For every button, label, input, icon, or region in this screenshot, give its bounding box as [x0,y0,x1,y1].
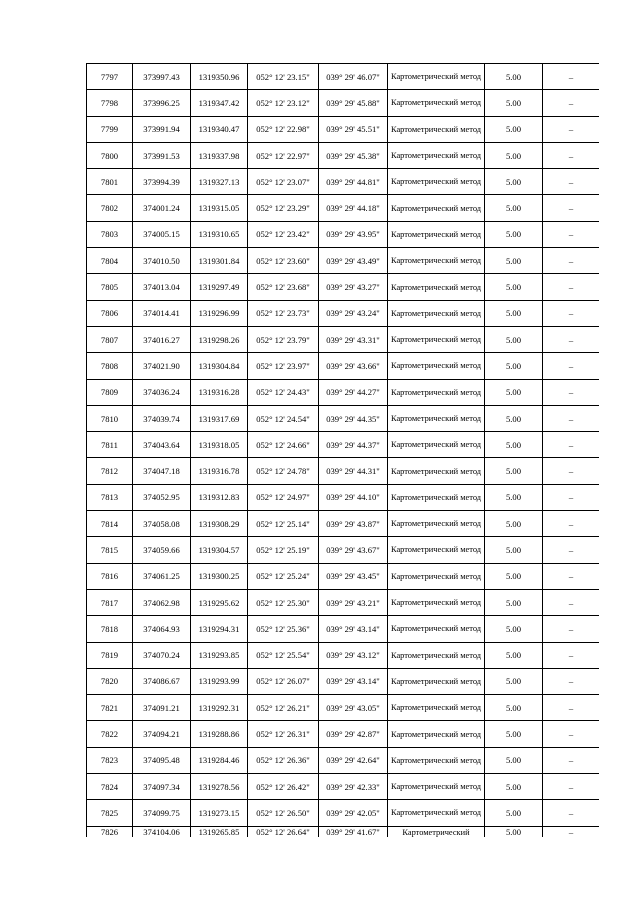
latitude-cell: 052° 12' 25.36" [248,616,319,642]
y-coordinate-cell: 1319293.85 [191,642,248,668]
point-number-cell: 7807 [87,326,133,352]
method-cell: Картометрический метод [388,274,485,300]
x-coordinate-cell: 374005.15 [133,221,191,247]
note-cell: – [543,484,600,510]
accuracy-cell: 5.00 [485,826,543,837]
y-coordinate-cell: 1319296.99 [191,300,248,326]
y-coordinate-cell: 1319327.13 [191,169,248,195]
latitude-cell: 052° 12' 23.29" [248,195,319,221]
y-coordinate-cell: 1319284.46 [191,747,248,773]
note-cell: – [543,721,600,747]
table-row [87,353,600,379]
longitude-cell: 039° 29' 44.35" [319,405,388,431]
method-cell: Картометрический метод [388,379,485,405]
y-coordinate-cell: 1319340.47 [191,116,248,142]
longitude-cell: 039° 29' 43.95" [319,221,388,247]
table-row [87,537,600,563]
latitude-cell: 052° 12' 26.64" [248,826,319,837]
accuracy-cell: 5.00 [485,90,543,116]
note-cell: – [543,353,600,379]
x-coordinate-cell: 374059.66 [133,537,191,563]
accuracy-cell: 5.00 [485,668,543,694]
y-coordinate-cell: 1319316.78 [191,458,248,484]
point-number-cell: 7818 [87,616,133,642]
longitude-cell: 039° 29' 43.14" [319,668,388,694]
latitude-cell: 052° 12' 24.66" [248,432,319,458]
latitude-cell: 052° 12' 23.73" [248,300,319,326]
method-cell: Картометрический метод [388,484,485,510]
note-cell: – [543,589,600,615]
latitude-cell: 052° 12' 24.54" [248,405,319,431]
longitude-cell: 039° 29' 43.49" [319,248,388,274]
note-cell: – [543,458,600,484]
point-number-cell: 7800 [87,142,133,168]
table-row [87,747,600,773]
note-cell: – [543,800,600,826]
method-cell: Картометрический метод [388,432,485,458]
x-coordinate-cell: 374047.18 [133,458,191,484]
latitude-cell: 052° 12' 26.07" [248,668,319,694]
point-number-cell: 7806 [87,300,133,326]
latitude-cell: 052° 12' 26.42" [248,774,319,800]
method-cell: Картометрический метод [388,405,485,431]
table-row [87,379,600,405]
method-cell: Картометрический метод [388,116,485,142]
y-coordinate-cell: 1319295.62 [191,589,248,615]
accuracy-cell: 5.00 [485,300,543,326]
note-cell: – [543,221,600,247]
table-row [87,432,600,458]
accuracy-cell: 5.00 [485,142,543,168]
point-number-cell: 7802 [87,195,133,221]
method-cell: Картометрический метод [388,721,485,747]
y-coordinate-cell: 1319300.25 [191,563,248,589]
latitude-cell: 052° 12' 23.97" [248,353,319,379]
note-cell: – [543,563,600,589]
point-number-cell: 7798 [87,90,133,116]
longitude-cell: 039° 29' 43.21" [319,589,388,615]
y-coordinate-cell: 1319304.57 [191,537,248,563]
longitude-cell: 039° 29' 43.45" [319,563,388,589]
accuracy-cell: 5.00 [485,484,543,510]
accuracy-cell: 5.00 [485,353,543,379]
x-coordinate-cell: 374062.98 [133,589,191,615]
method-cell: Картометрический метод [388,642,485,668]
longitude-cell: 039° 29' 44.18" [319,195,388,221]
method-cell: Картометрический метод [388,695,485,721]
table-row [87,721,600,747]
table-row [87,64,600,90]
y-coordinate-cell: 1319316.28 [191,379,248,405]
y-coordinate-cell: 1319293.99 [191,668,248,694]
x-coordinate-cell: 374016.27 [133,326,191,352]
longitude-cell: 039° 29' 43.31" [319,326,388,352]
longitude-cell: 039° 29' 42.33" [319,774,388,800]
accuracy-cell: 5.00 [485,774,543,800]
point-number-cell: 7809 [87,379,133,405]
table-row [87,405,600,431]
method-cell: Картометрический метод [388,537,485,563]
latitude-cell: 052° 12' 23.15" [248,64,319,90]
table-row [87,142,600,168]
method-cell: Картометрический метод [388,353,485,379]
x-coordinate-cell: 374099.75 [133,800,191,826]
table-row [87,642,600,668]
method-cell: Картометрический метод [388,169,485,195]
accuracy-cell: 5.00 [485,326,543,352]
table-row [87,195,600,221]
point-number-cell: 7811 [87,432,133,458]
longitude-cell: 039° 29' 44.27" [319,379,388,405]
accuracy-cell: 5.00 [485,64,543,90]
point-number-cell: 7817 [87,589,133,615]
note-cell: – [543,379,600,405]
point-number-cell: 7819 [87,642,133,668]
point-number-cell: 7826 [87,826,133,837]
note-cell: – [543,642,600,668]
method-cell: Картометрический метод [388,747,485,773]
table-row [87,169,600,195]
note-cell: – [543,142,600,168]
latitude-cell: 052° 12' 25.54" [248,642,319,668]
x-coordinate-cell: 374013.04 [133,274,191,300]
table-row [87,248,600,274]
longitude-cell: 039° 29' 43.14" [319,616,388,642]
method-cell: Картометрический метод [388,563,485,589]
y-coordinate-cell: 1319294.31 [191,616,248,642]
longitude-cell: 039° 29' 42.64" [319,747,388,773]
method-cell: Картометрический метод [388,800,485,826]
method-cell: Картометрический метод [388,511,485,537]
latitude-cell: 052° 12' 26.21" [248,695,319,721]
method-cell: Картометрический метод [388,142,485,168]
method-cell: Картометрический [388,826,485,837]
table-row [87,774,600,800]
longitude-cell: 039° 29' 43.66" [319,353,388,379]
point-number-cell: 7821 [87,695,133,721]
longitude-cell: 039° 29' 43.12" [319,642,388,668]
accuracy-cell: 5.00 [485,800,543,826]
note-cell: – [543,511,600,537]
note-cell: – [543,826,600,837]
longitude-cell: 039° 29' 44.10" [319,484,388,510]
x-coordinate-cell: 373996.25 [133,90,191,116]
accuracy-cell: 5.00 [485,511,543,537]
x-coordinate-cell: 374097.34 [133,774,191,800]
latitude-cell: 052° 12' 24.43" [248,379,319,405]
table-row [87,326,600,352]
accuracy-cell: 5.00 [485,589,543,615]
table-row [87,800,600,826]
latitude-cell: 052° 12' 23.79" [248,326,319,352]
y-coordinate-cell: 1319350.96 [191,64,248,90]
method-cell: Картометрический метод [388,326,485,352]
x-coordinate-cell: 374064.93 [133,616,191,642]
x-coordinate-cell: 374043.64 [133,432,191,458]
longitude-cell: 039° 29' 44.31" [319,458,388,484]
accuracy-cell: 5.00 [485,432,543,458]
note-cell: – [543,116,600,142]
table-row [87,563,600,589]
method-cell: Картометрический метод [388,668,485,694]
accuracy-cell: 5.00 [485,116,543,142]
note-cell: – [543,432,600,458]
note-cell: – [543,64,600,90]
x-coordinate-cell: 374014.41 [133,300,191,326]
accuracy-cell: 5.00 [485,379,543,405]
y-coordinate-cell: 1319265.85 [191,826,248,837]
note-cell: – [543,405,600,431]
longitude-cell: 039° 29' 43.24" [319,300,388,326]
accuracy-cell: 5.00 [485,221,543,247]
y-coordinate-cell: 1319304.84 [191,353,248,379]
method-cell: Картометрический метод [388,90,485,116]
method-cell: Картометрический метод [388,458,485,484]
longitude-cell: 039° 29' 43.67" [319,537,388,563]
longitude-cell: 039° 29' 41.67" [319,826,388,837]
note-cell: – [543,300,600,326]
table-row [87,458,600,484]
point-number-cell: 7815 [87,537,133,563]
table-row [87,116,600,142]
latitude-cell: 052° 12' 24.97" [248,484,319,510]
note-cell: – [543,195,600,221]
y-coordinate-cell: 1319297.49 [191,274,248,300]
latitude-cell: 052° 12' 25.14" [248,511,319,537]
y-coordinate-cell: 1319308.29 [191,511,248,537]
y-coordinate-cell: 1319278.56 [191,774,248,800]
longitude-cell: 039° 29' 43.05" [319,695,388,721]
table-row [87,616,600,642]
accuracy-cell: 5.00 [485,537,543,563]
x-coordinate-cell: 374091.21 [133,695,191,721]
note-cell: – [543,537,600,563]
coordinates-table-container [86,63,599,837]
point-number-cell: 7805 [87,274,133,300]
x-coordinate-cell: 373991.53 [133,142,191,168]
y-coordinate-cell: 1319273.15 [191,800,248,826]
latitude-cell: 052° 12' 23.60" [248,248,319,274]
point-number-cell: 7801 [87,169,133,195]
latitude-cell: 052° 12' 25.19" [248,537,319,563]
method-cell: Картометрический метод [388,300,485,326]
latitude-cell: 052° 12' 24.78" [248,458,319,484]
accuracy-cell: 5.00 [485,274,543,300]
table-row [87,221,600,247]
note-cell: – [543,326,600,352]
x-coordinate-cell: 373997.43 [133,64,191,90]
note-cell: – [543,616,600,642]
latitude-cell: 052° 12' 22.97" [248,142,319,168]
accuracy-cell: 5.00 [485,721,543,747]
accuracy-cell: 5.00 [485,695,543,721]
y-coordinate-cell: 1319318.05 [191,432,248,458]
point-number-cell: 7820 [87,668,133,694]
point-number-cell: 7804 [87,248,133,274]
accuracy-cell: 5.00 [485,195,543,221]
note-cell: – [543,695,600,721]
y-coordinate-cell: 1319315.05 [191,195,248,221]
y-coordinate-cell: 1319298.26 [191,326,248,352]
longitude-cell: 039° 29' 45.88" [319,90,388,116]
x-coordinate-cell: 373991.94 [133,116,191,142]
point-number-cell: 7797 [87,64,133,90]
x-coordinate-cell: 374061.25 [133,563,191,589]
x-coordinate-cell: 374021.90 [133,353,191,379]
point-number-cell: 7824 [87,774,133,800]
x-coordinate-cell: 374070.24 [133,642,191,668]
point-number-cell: 7814 [87,511,133,537]
x-coordinate-cell: 374052.95 [133,484,191,510]
point-number-cell: 7813 [87,484,133,510]
latitude-cell: 052° 12' 22.98" [248,116,319,142]
table-row [87,90,600,116]
y-coordinate-cell: 1319347.42 [191,90,248,116]
x-coordinate-cell: 374094.21 [133,721,191,747]
x-coordinate-cell: 373994.39 [133,169,191,195]
method-cell: Картометрический метод [388,195,485,221]
method-cell: Картометрический метод [388,616,485,642]
note-cell: – [543,774,600,800]
table-row [87,826,600,837]
table-body [87,64,600,838]
table-row [87,668,600,694]
note-cell: – [543,248,600,274]
point-number-cell: 7825 [87,800,133,826]
y-coordinate-cell: 1319310.65 [191,221,248,247]
latitude-cell: 052° 12' 25.24" [248,563,319,589]
accuracy-cell: 5.00 [485,169,543,195]
longitude-cell: 039° 29' 44.81" [319,169,388,195]
longitude-cell: 039° 29' 45.51" [319,116,388,142]
y-coordinate-cell: 1319288.86 [191,721,248,747]
point-number-cell: 7812 [87,458,133,484]
y-coordinate-cell: 1319301.84 [191,248,248,274]
latitude-cell: 052° 12' 26.50" [248,800,319,826]
note-cell: – [543,668,600,694]
latitude-cell: 052° 12' 23.42" [248,221,319,247]
method-cell: Картометрический метод [388,248,485,274]
y-coordinate-cell: 1319317.69 [191,405,248,431]
coordinates-table [86,63,599,837]
point-number-cell: 7816 [87,563,133,589]
y-coordinate-cell: 1319292.31 [191,695,248,721]
latitude-cell: 052° 12' 23.12" [248,90,319,116]
x-coordinate-cell: 374010.50 [133,248,191,274]
point-number-cell: 7808 [87,353,133,379]
table-row [87,274,600,300]
accuracy-cell: 5.00 [485,642,543,668]
point-number-cell: 7799 [87,116,133,142]
table-row [87,695,600,721]
accuracy-cell: 5.00 [485,248,543,274]
point-number-cell: 7822 [87,721,133,747]
y-coordinate-cell: 1319337.98 [191,142,248,168]
method-cell: Картометрический метод [388,774,485,800]
accuracy-cell: 5.00 [485,458,543,484]
point-number-cell: 7810 [87,405,133,431]
x-coordinate-cell: 374095.48 [133,747,191,773]
table-row [87,484,600,510]
longitude-cell: 039° 29' 46.07" [319,64,388,90]
method-cell: Картометрический метод [388,64,485,90]
latitude-cell: 052° 12' 26.31" [248,721,319,747]
table-row [87,300,600,326]
longitude-cell: 039° 29' 43.87" [319,511,388,537]
accuracy-cell: 5.00 [485,747,543,773]
note-cell: – [543,90,600,116]
x-coordinate-cell: 374104.06 [133,826,191,837]
accuracy-cell: 5.00 [485,563,543,589]
longitude-cell: 039° 29' 42.05" [319,800,388,826]
method-cell: Картометрический метод [388,589,485,615]
latitude-cell: 052° 12' 23.68" [248,274,319,300]
table-row [87,511,600,537]
accuracy-cell: 5.00 [485,616,543,642]
note-cell: – [543,747,600,773]
point-number-cell: 7803 [87,221,133,247]
note-cell: – [543,274,600,300]
longitude-cell: 039° 29' 44.37" [319,432,388,458]
longitude-cell: 039° 29' 43.27" [319,274,388,300]
accuracy-cell: 5.00 [485,405,543,431]
longitude-cell: 039° 29' 42.87" [319,721,388,747]
latitude-cell: 052° 12' 25.30" [248,589,319,615]
table-row [87,589,600,615]
latitude-cell: 052° 12' 23.07" [248,169,319,195]
x-coordinate-cell: 374001.24 [133,195,191,221]
x-coordinate-cell: 374058.08 [133,511,191,537]
x-coordinate-cell: 374036.24 [133,379,191,405]
point-number-cell: 7823 [87,747,133,773]
x-coordinate-cell: 374039.74 [133,405,191,431]
longitude-cell: 039° 29' 45.38" [319,142,388,168]
x-coordinate-cell: 374086.67 [133,668,191,694]
latitude-cell: 052° 12' 26.36" [248,747,319,773]
method-cell: Картометрический метод [388,221,485,247]
y-coordinate-cell: 1319312.83 [191,484,248,510]
note-cell: – [543,169,600,195]
